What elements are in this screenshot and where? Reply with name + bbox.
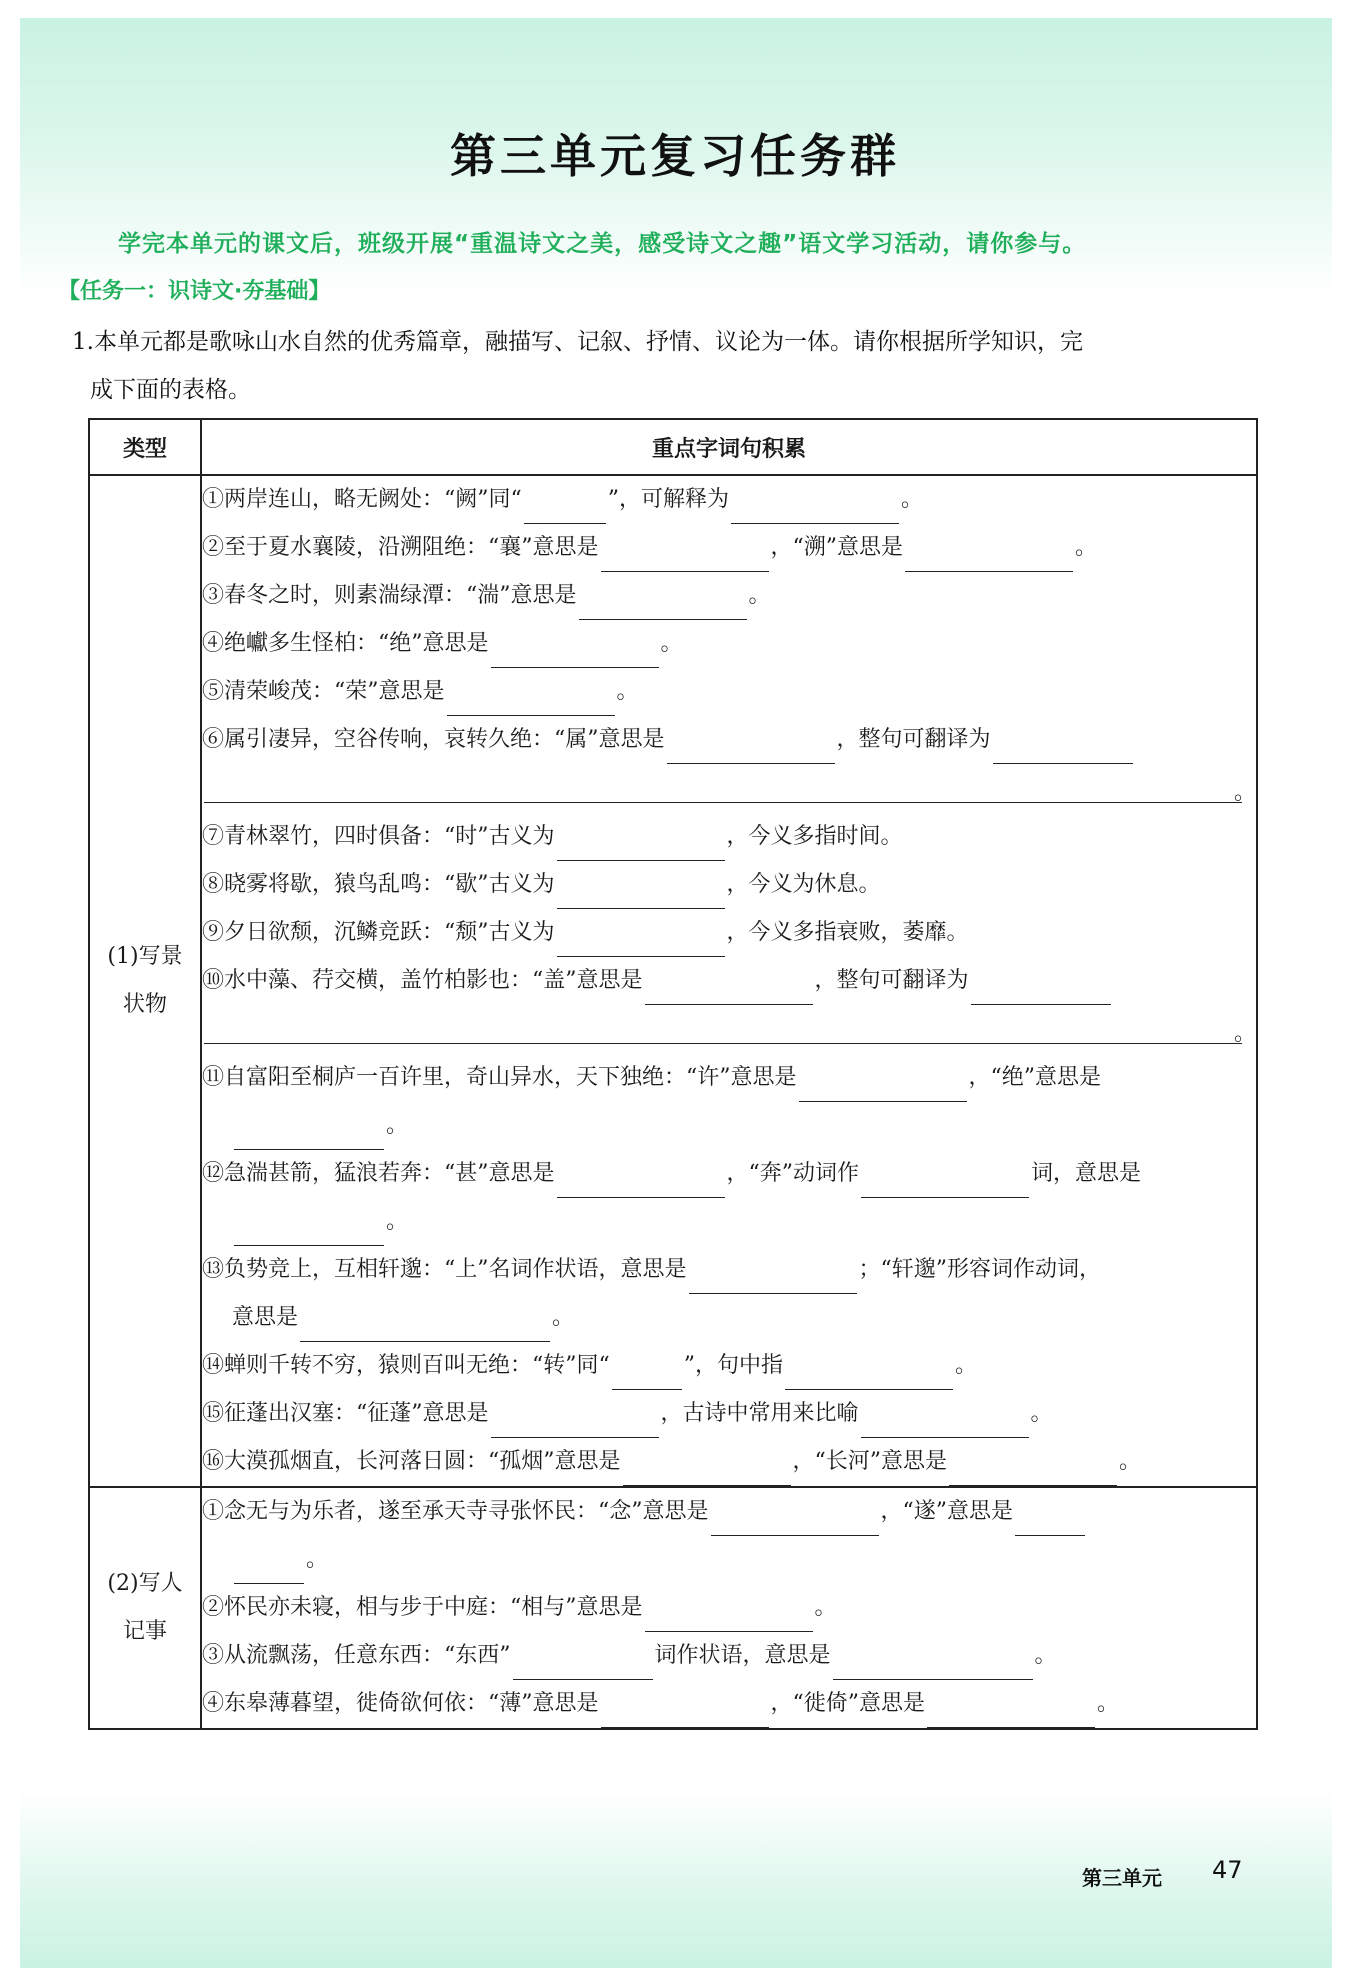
page-title: 第三单元复习任务群 xyxy=(450,129,900,183)
answer-blank[interactable] xyxy=(861,1407,1029,1438)
answer-blank[interactable] xyxy=(300,1311,550,1342)
answer-blank[interactable] xyxy=(234,1119,384,1150)
answer-blank[interactable] xyxy=(971,974,1111,1005)
list-item: ⑪自富阳至桐庐一百许里，奇山异水，天下独绝：“许”意思是 ，“绝”意思是 xyxy=(202,1054,1256,1102)
list-item: ⑯大漠孤烟直，长河落日圆：“孤烟”意思是 ，“长河”意思是 。 xyxy=(202,1438,1256,1486)
list-item: ⑮征蓬出汉塞：“征蓬”意思是 ，古诗中常用来比喻 。 xyxy=(202,1390,1256,1438)
list-item: ⑤清荣峻茂：“荣”意思是 。 xyxy=(202,668,1256,716)
section-2-type xyxy=(89,1487,201,1729)
page-number: 47 xyxy=(1212,1856,1243,1884)
unit-label: 第三单元 xyxy=(1082,1866,1162,1890)
answer-blank[interactable] xyxy=(623,1455,791,1486)
answer-blank[interactable] xyxy=(557,830,725,861)
answer-blank[interactable] xyxy=(557,878,725,909)
section-2-row xyxy=(89,1487,1257,1729)
answer-line[interactable]: 。 xyxy=(204,764,1242,803)
header-content: 重点字词句积累 xyxy=(201,419,1257,475)
section-2-items xyxy=(201,1487,1257,1729)
answer-blank[interactable] xyxy=(513,1649,653,1680)
answer-blank[interactable] xyxy=(447,685,615,716)
answer-blank[interactable] xyxy=(667,733,835,764)
answer-blank[interactable] xyxy=(731,493,899,524)
section-1-row xyxy=(89,475,1257,1487)
answer-blank[interactable] xyxy=(993,733,1133,764)
list-item: ③春冬之时，则素湍绿潭：“湍”意思是 。 xyxy=(202,572,1256,620)
list-item: ②至于夏水襄陵，沿溯阻绝：“襄”意思是 ，“溯”意思是 。 xyxy=(202,524,1256,572)
answer-blank[interactable] xyxy=(491,1407,659,1438)
answer-blank[interactable] xyxy=(861,1167,1029,1198)
answer-blank[interactable] xyxy=(689,1263,857,1294)
answer-blank[interactable] xyxy=(557,1167,725,1198)
table-header-row xyxy=(89,419,1257,475)
answer-blank[interactable] xyxy=(557,926,725,957)
answer-blank[interactable] xyxy=(711,1505,879,1536)
answer-blank[interactable] xyxy=(927,1697,1095,1728)
list-item-continuation: 意思是 。 xyxy=(202,1294,1256,1342)
header-type: 类型 xyxy=(89,419,201,475)
answer-blank[interactable] xyxy=(645,974,813,1005)
question-1-line-1: 1.本单元都是歌咏山水自然的优秀篇章，融描写、记叙、抒情、议论为一体。请你根据所学知识，完 xyxy=(72,329,1083,355)
list-item: ⑩水中藻、荇交横，盖竹柏影也：“盖”意思是 ，整句可翻译为 xyxy=(202,957,1256,1005)
answer-blank[interactable] xyxy=(601,1697,769,1728)
question-1-line-2: 成下面的表格。 xyxy=(90,377,251,403)
section-1-label-2: 状物 xyxy=(122,992,167,1017)
vocabulary-table xyxy=(88,418,1258,1730)
list-item-continuation: 。 xyxy=(202,1198,1256,1246)
section-1-label-1: (1)写景 xyxy=(107,944,183,969)
answer-line[interactable]: 。 xyxy=(204,1005,1242,1044)
list-item: ①两岸连山，略无阙处：“阙”同“ ”，可解释为 。 xyxy=(202,476,1256,524)
list-item: ③从流飘荡，任意东西：“东西” 词作状语，意思是 。 xyxy=(202,1632,1256,1680)
list-item-continuation: 。 xyxy=(202,1102,1256,1150)
section-1-type xyxy=(89,475,201,1487)
list-item: ④绝巘多生怪柏：“绝”意思是 。 xyxy=(202,620,1256,668)
answer-blank[interactable] xyxy=(612,1359,682,1390)
answer-blank[interactable] xyxy=(579,589,747,620)
list-item: ⑥属引凄异，空谷传响，哀转久绝：“属”意思是 ，整句可翻译为 xyxy=(202,716,1256,764)
answer-blank[interactable] xyxy=(234,1553,304,1584)
answer-blank[interactable] xyxy=(949,1455,1117,1486)
section-2-label-2: 记事 xyxy=(122,1619,167,1644)
list-item: ⑫急湍甚箭，猛浪若奔：“甚”意思是 ，“奔”动词作 词，意思是 xyxy=(202,1150,1256,1198)
list-item: ⑦青林翠竹，四时俱备：“时”古义为 ，今义多指时间。 xyxy=(202,813,1256,861)
answer-blank[interactable] xyxy=(524,493,606,524)
answer-blank[interactable] xyxy=(1015,1505,1085,1536)
answer-blank[interactable] xyxy=(234,1215,384,1246)
answer-blank[interactable] xyxy=(905,541,1073,572)
list-item: ④东皋薄暮望，徙倚欲何依：“薄”意思是 ，“徙倚”意思是 。 xyxy=(202,1680,1256,1728)
section-1-items xyxy=(201,475,1257,1487)
list-item: ②怀民亦未寝，相与步于中庭：“相与”意思是 。 xyxy=(202,1584,1256,1632)
list-item: ⑭蝉则千转不穷，猿则百叫无绝：“转”同“ ”，句中指 。 xyxy=(202,1342,1256,1390)
list-item: ⑨夕日欲颓，沉鳞竞跃：“颓”古义为 ，今义多指衰败，萎靡。 xyxy=(202,909,1256,957)
section-2-label-1: (2)写人 xyxy=(107,1571,183,1596)
list-item: ①念无与为乐者，遂至承天寺寻张怀民：“念”意思是 ，“遂”意思是 xyxy=(202,1488,1256,1536)
intro-text: 学完本单元的课文后，班级开展“重温诗文之美，感受诗文之趣”语文学习活动，请你参与。 xyxy=(118,231,1087,257)
list-item: ⑧晓雾将歇，猿鸟乱鸣：“歇”古义为 ，今义为休息。 xyxy=(202,861,1256,909)
list-item: ⑬负势竞上，互相轩邈：“上”名词作状语，意思是 ；“轩邈”形容词作动词， xyxy=(202,1246,1256,1294)
answer-blank[interactable] xyxy=(785,1359,953,1390)
list-item-continuation: 。 xyxy=(202,1536,1256,1584)
answer-blank[interactable] xyxy=(601,541,769,572)
answer-blank[interactable] xyxy=(833,1649,1033,1680)
answer-blank[interactable] xyxy=(799,1071,967,1102)
answer-blank[interactable] xyxy=(645,1601,813,1632)
task-heading: 【任务一：识诗文·夯基础】 xyxy=(58,279,331,304)
question-1 xyxy=(72,318,1272,414)
answer-blank[interactable] xyxy=(491,637,659,668)
